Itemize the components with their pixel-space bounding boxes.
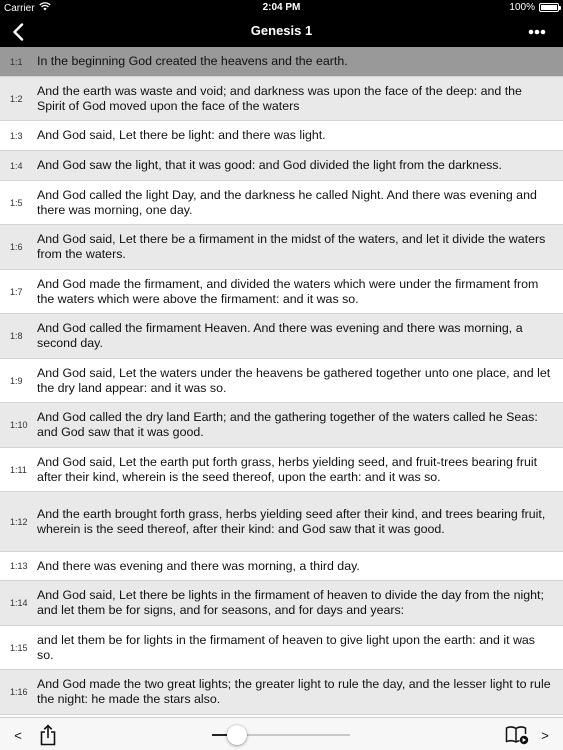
verse-text: And the earth brought forth grass, herbs yielding seed after their kind, and trees bearing fruit, wherein is the seed thereof, after their kind: and God saw that it was good.	[37, 506, 546, 536]
bottom-toolbar	[0, 717, 563, 750]
more-button[interactable]	[525, 22, 549, 42]
verse-row[interactable]	[0, 47, 563, 77]
verse-text: And God called the firmament Heaven. And there was evening and there was morning, a second day.	[37, 321, 523, 350]
status-bar	[0, 0, 563, 16]
previous-chapter-button[interactable]: <	[14, 727, 22, 743]
verse-text: and let them be for lights in the firmament of heaven to give light upon the earth: and it was so.	[37, 632, 535, 662]
verse-text: And God said, Let the waters under the heavens be gathered together unto one place, and let the dry land appear: and it was so.	[37, 365, 551, 395]
verse-number: 1:6	[10, 242, 23, 252]
verse-row[interactable]	[0, 77, 563, 121]
battery-icon	[539, 3, 559, 12]
verse-text: And God said, Let there be lights in the firmament of heaven to divide the day from the night; and let them be for signs, and for seasons, and for days and years:	[37, 588, 544, 617]
verse-list[interactable]	[0, 47, 563, 717]
verse-row[interactable]	[0, 270, 563, 314]
ellipsis-icon	[528, 29, 546, 35]
verse-row[interactable]	[0, 403, 563, 448]
verse-number: 1:15	[10, 642, 28, 653]
verse-number: 1:7	[10, 286, 23, 297]
next-chapter-button[interactable]: >	[541, 727, 549, 743]
verse-number: 1:9	[10, 375, 23, 386]
verse-text: And God called the light Day, and the darkness he called Night. And there was evening and there was morning, one day.	[37, 187, 537, 217]
verse-number: 1:12	[10, 516, 28, 527]
audio-book-button[interactable]	[504, 723, 530, 747]
verse-row[interactable]	[0, 581, 563, 626]
verse-number: 1:16	[10, 687, 28, 697]
verse-text: And God called the dry land Earth; and the gathering together of the waters called he Seas: and God saw that it was good.	[37, 410, 538, 439]
verse-number: 1:5	[10, 197, 23, 208]
verse-row[interactable]	[0, 151, 563, 181]
verse-row[interactable]	[0, 181, 563, 225]
verse-number: 1:11	[10, 464, 27, 475]
verse-number: 1:2	[10, 93, 23, 104]
verse-row[interactable]	[0, 448, 563, 492]
verse-text: And God saw the light, that it was good: and God divided the light from the darkness.	[37, 158, 502, 172]
page-title: Genesis 1	[250, 23, 313, 38]
verse-number: 1:4	[10, 160, 23, 171]
verse-row[interactable]	[0, 492, 563, 552]
book-play-icon	[505, 725, 529, 745]
battery-group	[509, 2, 559, 13]
verse-number: 1:14	[10, 598, 28, 608]
verse-text: In the beginning God created the heavens and the earth.	[37, 54, 348, 68]
verse-text: And God said, Let there be light: and there was light.	[37, 128, 326, 142]
verse-row[interactable]	[0, 359, 563, 403]
verse-number: 1:3	[10, 130, 23, 141]
verse-row[interactable]	[0, 552, 563, 581]
verse-text: And God said, Let there be a firmament in the midst of the waters, and let it divide the waters from the waters.	[37, 232, 546, 261]
verse-text: And the earth was waste and void; and darkness was upon the face of the deep: and the Spirit of God moved upon the face of the waters	[37, 83, 522, 113]
share-button[interactable]	[36, 722, 60, 748]
share-icon	[39, 724, 57, 746]
navigation-bar	[0, 16, 563, 47]
verse-row[interactable]	[0, 314, 563, 359]
verse-text: And God made the two great lights; the greater light to rule the day, and the lesser light to rule the night: he made the stars also.	[37, 677, 551, 706]
chevron-left-icon	[12, 23, 24, 41]
verse-row[interactable]	[0, 225, 563, 270]
verse-text: And there was evening and there was morning, a third day.	[37, 558, 360, 573]
back-button[interactable]	[6, 20, 30, 44]
verse-number: 1:1	[10, 56, 23, 67]
verse-row[interactable]	[0, 121, 563, 151]
battery-percent: 100%	[509, 2, 535, 13]
verse-number: 1:10	[10, 420, 28, 430]
verse-row[interactable]	[0, 670, 563, 715]
verse-number: 1:8	[10, 331, 23, 341]
verse-number: 1:13	[10, 561, 28, 571]
verse-text: And God made the firmament, and divided the waters which were under the firmament from the waters which were above the firmament: and it was so.	[37, 276, 539, 306]
verse-row[interactable]	[0, 626, 563, 670]
clock: 2:04 PM	[262, 2, 301, 13]
verse-text: And God said, Let the earth put forth grass, herbs yielding seed, and fruit-trees bearing fruit after their kind, wherein is the seed thereof, upon the earth: and it was so.	[37, 454, 538, 484]
carrier-label: Carrier	[4, 2, 35, 14]
chapter-slider-thumb[interactable]	[227, 725, 247, 745]
